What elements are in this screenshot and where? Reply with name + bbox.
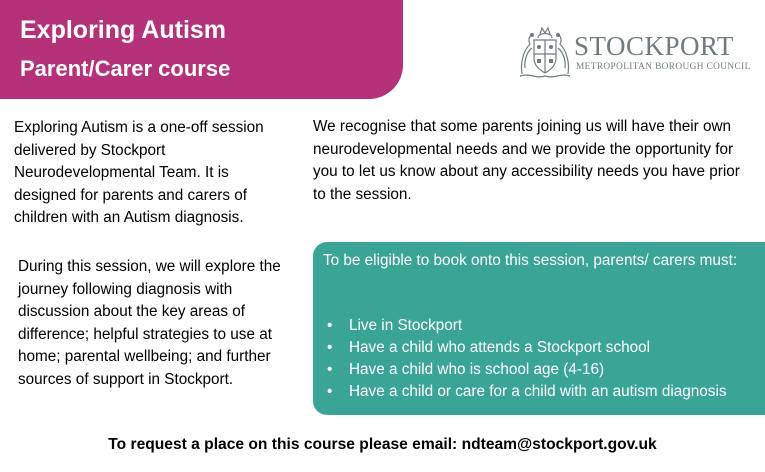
booking-instructions: To request a place on this course please email: ndteam@stockport.gov.uk bbox=[108, 436, 657, 453]
eligibility-item-text: Have a child or care for a child with an autism diagnosis bbox=[349, 383, 727, 400]
eligibility-intro: To be eligible to book onto this session, parents/ carers must: bbox=[323, 252, 738, 269]
intro-paragraph: Exploring Autism is a one-off session delivered by Stockport Neurodevelopmental Team. It is designed for parents and carers of children with an Autism diagnosis. bbox=[14, 119, 264, 226]
eligibility-list bbox=[327, 315, 727, 403]
council-name: STOCKPORT bbox=[574, 31, 734, 61]
eligibility-item-text: Live in Stockport bbox=[349, 317, 463, 334]
eligibility-box bbox=[313, 242, 765, 415]
title-banner bbox=[0, 0, 403, 99]
coat-of-arms-icon bbox=[516, 24, 574, 80]
eligibility-item bbox=[327, 359, 727, 381]
eligibility-item bbox=[327, 315, 727, 337]
accessibility-paragraph: We recognise that some parents joining us will have their own neurodevelopmental needs and we provide the opportunity for you to let us know about any accessibility needs you have prior to the session. bbox=[313, 118, 740, 203]
eligibility-item-text: Have a child who attends a Stockport school bbox=[349, 339, 651, 356]
eligibility-item-text: Have a child who is school age (4-16) bbox=[349, 361, 605, 378]
eligibility-item bbox=[327, 381, 727, 403]
bullet-icon: • bbox=[327, 361, 333, 378]
session-paragraph: During this session, we will explore the journey following diagnosis with discussion about the key areas of difference; helpful strategies to use at home; parental wellbeing; and further sources of support in Stockport. bbox=[18, 258, 281, 388]
council-subtitle: METROPOLITAN BOROUGH COUNCIL bbox=[576, 62, 751, 72]
eligibility-item bbox=[327, 337, 727, 359]
course-subtitle: Parent/Carer course bbox=[20, 56, 231, 81]
bullet-icon: • bbox=[327, 339, 333, 356]
bullet-icon: • bbox=[327, 317, 333, 334]
bullet-icon: • bbox=[327, 383, 333, 400]
council-logo bbox=[516, 24, 752, 80]
course-title: Exploring Autism bbox=[20, 16, 227, 44]
